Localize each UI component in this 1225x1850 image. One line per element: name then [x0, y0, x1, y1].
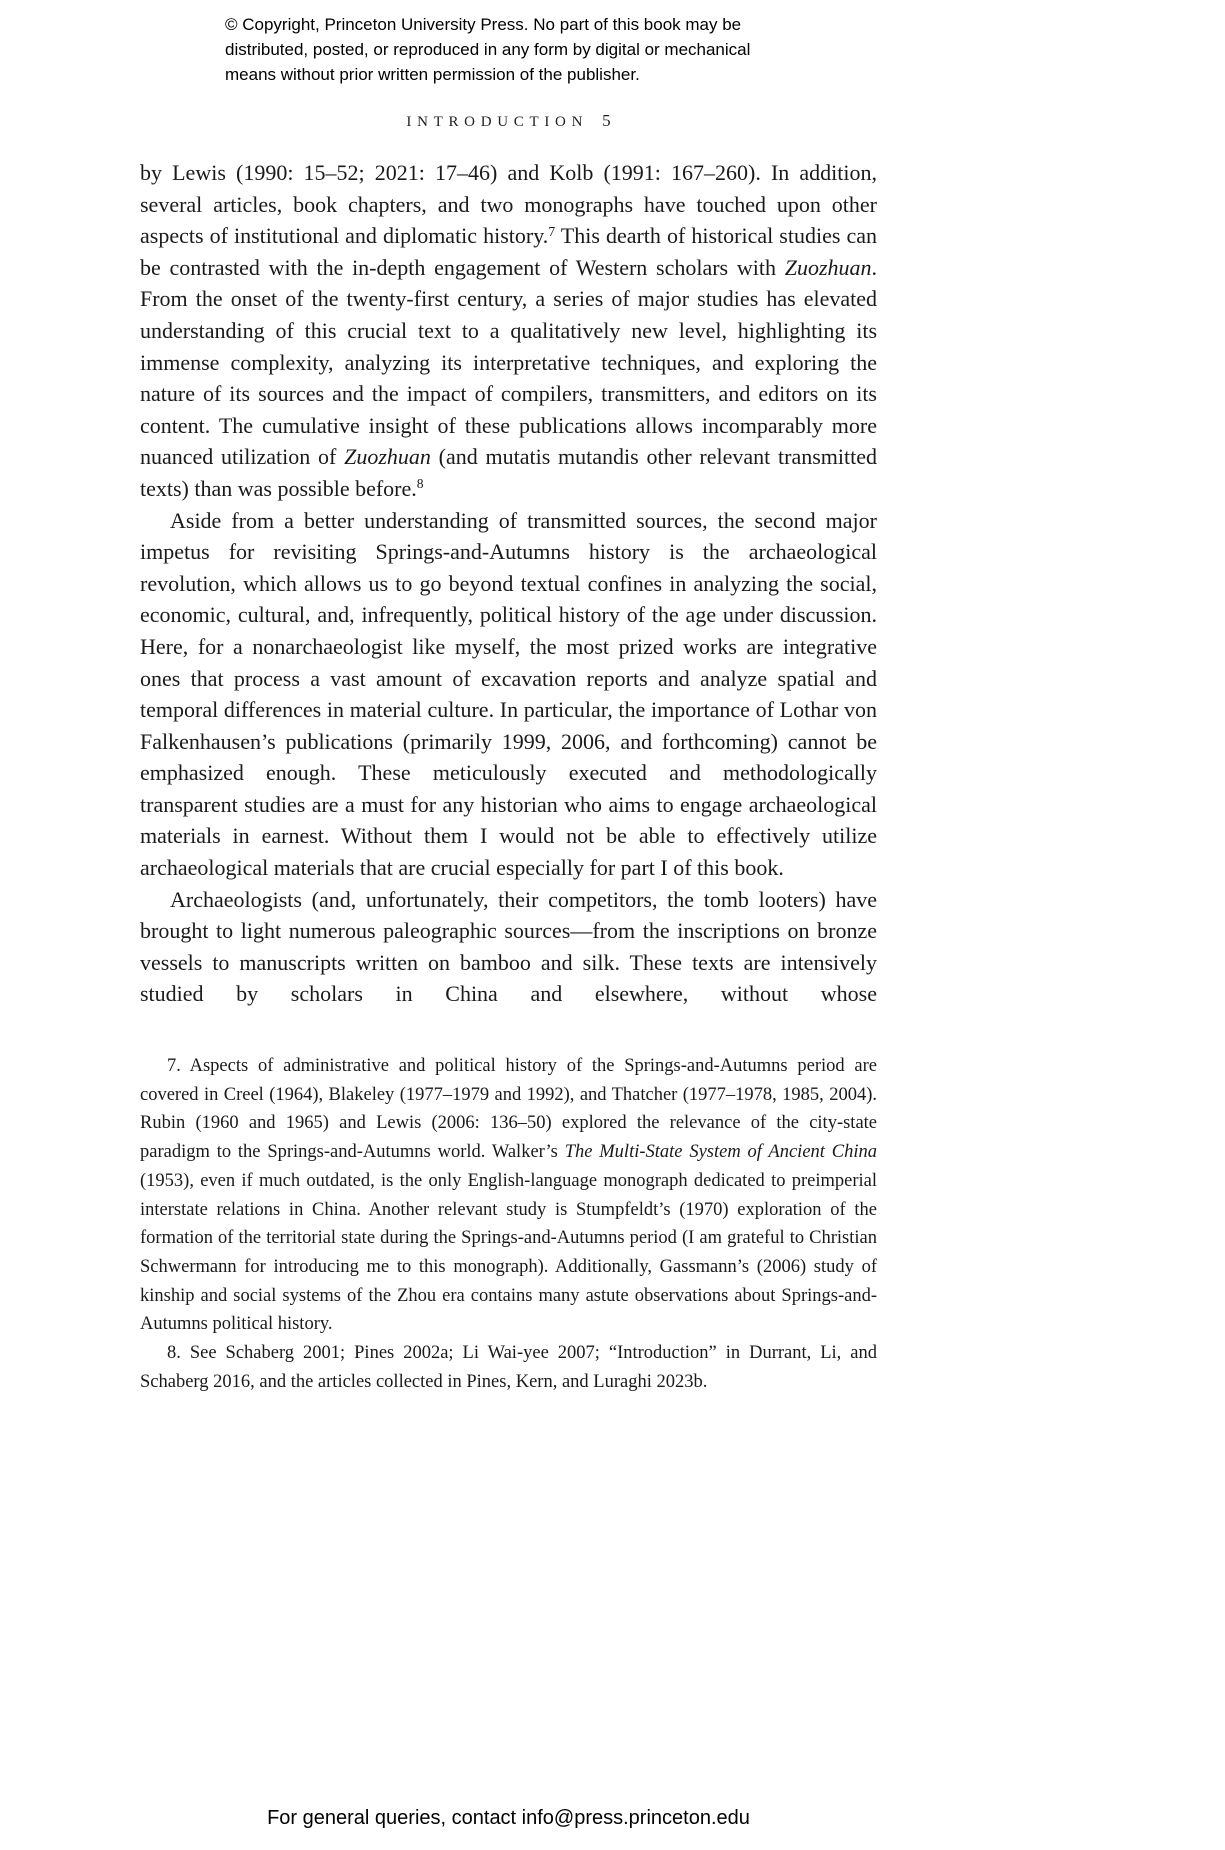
footnote-text: (1953), even if much outdated, is the only English-language monograph dedicated to preimperial interstate relations in China. Another relevant study is Stumpfeldt’s (1970) exploration of the formation of the territorial state during the Springs-and-Autumns period (I am grateful to Christian Schwermann for introducing me to this monograph). Additionally, Gassmann’s (2006) study of kinship and social systems of the Zhou era contains many astute observations about Springs-and-Autumns political history.	[140, 1170, 877, 1335]
body-text	[140, 157, 877, 1010]
copyright-line-2: distributed, posted, or reproduced in any form by digital or mechanical	[225, 40, 751, 59]
book-title-italic: Zuozhuan	[784, 254, 872, 280]
footnote-8: 8. See Schaberg 2001; Pines 2002a; Li Wai-yee 2007; “Introduction” in Durrant, Li, and Schaberg 2016, and the articles collected in Pines, Kern, and Luraghi 2023b.	[140, 1343, 877, 1392]
page-number: 5	[602, 111, 611, 130]
footnote-text: 7. Aspects of administrative and political history of the Springs-and-Autumns period are covered in Creel (1964), Blakeley (1977–1979 and 1992), and Thatcher (1977–1978, 1985, 2004). Rubin (1960 and 1965) and Lewis (2006: 136–50) explored the relevance of the city-state paradigm to the Springs-and-Autumns world. Walker’s	[140, 1056, 877, 1163]
book-title-italic: The Multi-State System of Ancient China	[564, 1142, 877, 1163]
paragraph-1	[140, 157, 877, 505]
copyright-line-3: means without prior written permission of the publisher.	[225, 65, 640, 84]
footnote-ref-8: 8	[416, 476, 424, 492]
chapter-title: INTRODUCTION	[406, 114, 589, 130]
footnotes-section	[140, 1052, 877, 1396]
footnote-ref-7: 7	[548, 223, 556, 239]
book-title-italic: Zuozhuan	[344, 444, 431, 470]
running-head	[140, 111, 877, 131]
copyright-line-1: © Copyright, Princeton University Press. No part of this book may be	[225, 15, 742, 34]
page-footer-contact: For general queries, contact info@press.princeton.edu	[267, 1807, 750, 1829]
paragraph-text: . From the onset of the twenty-first century, a series of major studies has elevated understanding of this crucial text to a qualitatively new level, highlighting its immense complexity, analyzing its interpretative techniques, and exploring the nature of its sources and the impact of compilers, transmitters, and editors on its content. The cumulative insight of these publications allows incomparably more nuanced utilization of	[140, 254, 877, 470]
footnote-7	[140, 1052, 877, 1339]
paragraph-2: Aside from a better understanding of transmitted sources, the second major impetus for revisiting Springs-and-Autumns history is the archaeological revolution, which allows us to go beyond textual confines in analyzing the social, economic, cultural, and, infrequently, political history of the age under discussion. Here, for a nonarchaeologist like myself, the most prized works are integrative ones that process a vast amount of excavation reports and analyze spatial and temporal differences in material culture. In particular, the importance of Lothar von Falkenhausen’s publications (primarily 1999, 2006, and forthcoming) cannot be emphasized enough. These meticulously executed and methodologically transparent studies are a must for any historian who aims to engage archaeological materials in earnest. Without them I would not be able to effectively utilize archaeological materials that are crucial especially for part I of this book.	[140, 507, 877, 881]
paragraph-text: (and mutatis mutandis other relevant transmitted texts) than was possible before.	[140, 444, 878, 501]
copyright-notice	[225, 0, 845, 87]
paragraph-text: This dearth of historical studies can be contrasted with the in-depth engagement of Western scholars with	[140, 223, 877, 280]
paragraph-3: Archaeologists (and, unfortunately, their competitors, the tomb looters) have brought to light numerous paleographic sources—from the inscriptions on bronze vessels to manuscripts written on bamboo and silk. These texts are intensively studied by scholars in China and elsewhere, without whose	[140, 886, 877, 1007]
paragraph-text: by Lewis (1990: 15–52; 2021: 17–46) and Kolb (1991: 167–260). In addition, several articles, book chapters, and two monographs have touched upon other aspects of institutional and diplomatic history.	[140, 160, 877, 249]
